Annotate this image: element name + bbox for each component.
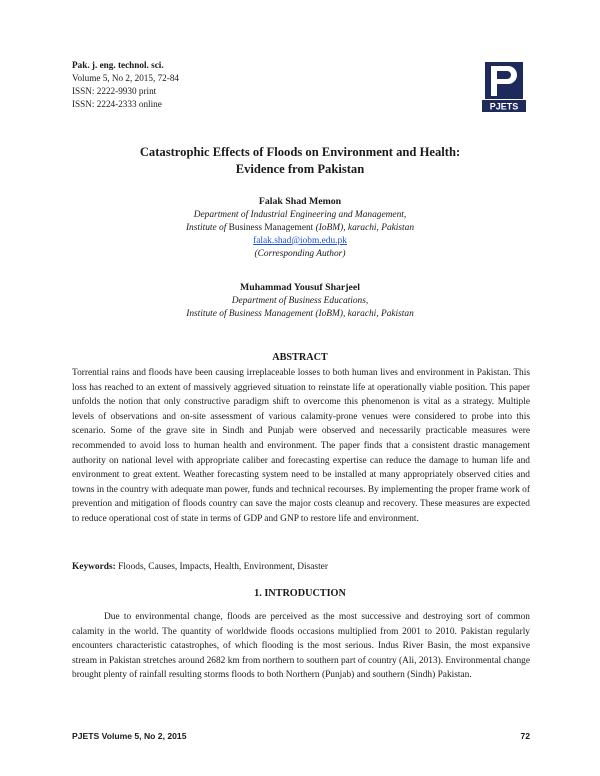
volume-info: Volume 5, No 2, 2015, 72-84 bbox=[72, 73, 180, 83]
author-2-institute: Institute of Business Management (IoBM), karachi, Pakistan bbox=[186, 308, 414, 319]
keywords-label: Keywords: bbox=[72, 562, 116, 572]
keywords-list: Floods, Causes, Impacts, Health, Environment, Disaster bbox=[115, 562, 328, 572]
logo-text: PJETS bbox=[489, 101, 519, 112]
introduction-heading: 1. INTRODUCTION bbox=[254, 588, 346, 599]
author-1-name: Falak Shad Memon bbox=[258, 196, 342, 207]
author-1-inst-normal: Business Management bbox=[226, 222, 314, 233]
author-2-name: Muhammad Yousuf Sharjeel bbox=[240, 282, 360, 293]
author-1-inst-rest: (IoBM), karachi, Pakistan bbox=[313, 222, 415, 233]
page-number: 72 bbox=[520, 731, 530, 741]
author-2-department: Department of Business Educations, bbox=[231, 295, 369, 306]
title-line-1: Catastrophic Effects of Floods on Environment and Health: bbox=[139, 145, 461, 159]
author-2-block bbox=[60, 282, 540, 321]
abstract-text: Torrential rains and floods have been causing irreplaceable losses to both human lives and environment in Pakistan. This loss has reached to an extent of massively aggrieved situation to reinstate life at operationally viable position. This paper unfolds the notion that only constructive paradigm shift to overcome this phenomenon is vital as a strategy. Multiple levels of observations and on-site assessment of various calamity-prone venues were considered to probe into this scenario. Some of the grave site in Sindh and Punjab were observed and necessarily practicable measures were recommended to avoid loss to human health and environment. The paper finds that a consistent drastic management authority on national level with appropriate caliber and forecasting expertise can reduce the damage to human life and environment to great extent. Weather forecasting system need to be installed at many appropriately observed cities and towns in the country with adequate man power, funds and technical recourses. By implementing the proper frame work of prevention and mitigation of floods country can save the major costs cleanup and recovery. These measures are expected to reduce operational cost of state in terms of GDP and GNP to restore life and environment. bbox=[72, 368, 530, 524]
pjets-logo-icon bbox=[482, 60, 526, 112]
introduction-text: Due to environmental change, floods are perceived as the most successive and destroying sort of common calamity in the world. The quantity of worldwide floods occasions multiplied from 2001 to 2010. Pakistan regularly encounters characteristic catastrophes, of which flooding is the most serious. Indus River Basin, the most expansive stream in Pakistan stretches around 2682 km from northern to southern part of country (Ali, 2013). Environmental change brought plenty of rainfall resulting storms floods to both Northern (Punjab) and southern (Sindh) Pakistan. bbox=[72, 612, 530, 681]
corresponding-author-note: (Corresponding Author) bbox=[254, 248, 346, 259]
title-line-2: Evidence from Pakistan bbox=[235, 161, 365, 176]
page-footer bbox=[72, 731, 530, 741]
author-1-department: Department of Industrial Engineering and Management, bbox=[193, 209, 407, 220]
author-1-block bbox=[60, 196, 540, 261]
keywords bbox=[72, 562, 530, 572]
author-1-inst-italic: Institute of bbox=[185, 222, 227, 233]
paper-title bbox=[60, 144, 540, 177]
pjets-logo bbox=[482, 60, 526, 112]
abstract-heading: ABSTRACT bbox=[272, 352, 328, 363]
journal-name: Pak. j. eng. technol. sci. bbox=[72, 60, 164, 70]
issn-print: ISSN: 2222-9930 print bbox=[72, 86, 157, 96]
footer-journal: PJETS Volume 5, No 2, 2015 bbox=[72, 731, 187, 741]
author-1-email-link[interactable]: falak.shad@iobm.edu.pk bbox=[253, 235, 347, 246]
issn-online: ISSN: 2224-2333 online bbox=[72, 99, 162, 109]
author-1-institute bbox=[60, 222, 540, 235]
